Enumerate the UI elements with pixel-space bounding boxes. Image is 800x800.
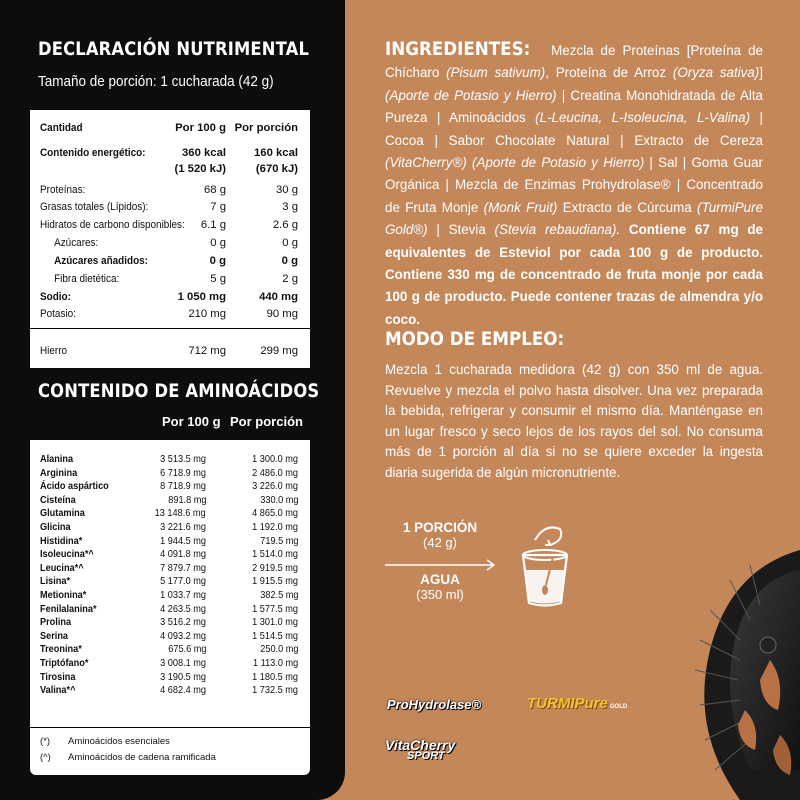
energy-row: Contenido energético: 360 kcal 160 kcal <box>40 147 298 159</box>
vitacherry-logo: VitaCherry SPORT <box>385 737 456 762</box>
amino-row: Glicina 3 221.6 mg 1 192.0 mg <box>40 522 298 533</box>
nutrition-panel <box>0 0 345 800</box>
usage-title: MODO DE EMPLEO: <box>385 328 565 350</box>
amino-title: CONTENIDO DE AMINOÁCIDOS <box>38 380 320 402</box>
nutrient-row: Azúcares añadidos: 0 g 0 g <box>54 255 298 267</box>
note-branched: (^) Aminoácidos de cadena ramificada <box>40 752 216 763</box>
amino-row: Isoleucina*^ 4 091.8 mg 1 514.0 mg <box>40 549 298 561</box>
ingredients-title: INGREDIENTES: <box>385 38 531 60</box>
nutrition-title: DECLARACIÓN NUTRIMENTAL <box>38 38 310 60</box>
feather-decoration-icon <box>650 510 800 800</box>
amino-row: Metionina* 1 033.7 mg 382.5 mg <box>40 590 298 601</box>
usage-text: Mezcla 1 cucharada medidora (42 g) con 350 ml de agua. Revuelve y mezcla el polvo hasta disolver. Una vez preparada la bebida, refrigerar y consumir el mismo día. Manténgase en un lugar fresco y seco lejos de los rayos del sol. No consuma más de 1 porción al día si no se quiere exceder la ingesta diaria sugerida de algún micronutriente. <box>385 362 763 480</box>
amino-row: Serina 4 093.2 mg 1 514.5 mg <box>40 630 298 642</box>
amino-row: Fenilalanina* 4 263.5 mg 1 577.5 mg <box>40 603 298 615</box>
nutrient-row: Azúcares: 0 g 0 g <box>54 237 298 249</box>
nutrient-row: Grasas totales (Lípidos): 7 g 3 g <box>40 201 298 213</box>
nutrient-row: Hierro 712 mg 299 mg <box>40 345 298 357</box>
serving-size: Tamaño de porción: 1 cucharada (42 g) <box>38 73 274 90</box>
divider <box>30 727 310 728</box>
nutrient-row: Sodio: 1 050 mg 440 mg <box>40 291 298 303</box>
turmipure-logo: TURMIPure GOLD <box>527 695 628 712</box>
amino-table <box>30 440 310 725</box>
amino-row: Prolina 3 516.2 mg 1 301.0 mg <box>40 617 298 629</box>
dose-portion: 1 PORCIÓN (42 g) <box>402 520 478 550</box>
ingredients-text: INGREDIENTES: Mezcla de Proteínas [Proteína de Chícharo (Pisum sativum), Proteína de Arroz (Oryza sativa)] (Aporte de Potasio y Hierro) | Creatina Monohidratada de Alta Pureza | Aminoácidos (L-Leucina, L-Isoleucina, L-Valina) | Cocoa | Sabor Chocolate Natural | Extracto de Cereza (VitaCherry®) (Aporte de Potasio y Hierro) | Sal | Goma Guar Orgánica | Mezcla de Enzimas Prohydrolase® | Concentrado de Fruta Monje (Monk Fruit) Extracto de Cúrcuma (TurmiPure Gold®) | Stevia (Stevia rebaudiana). Contiene 67 mg de equivalentes de Esteviol por cada 100 g de producto. Contiene 330 mg de concentrado de fruta monje por cada 100 g de producto. Puede contener trazas de almendra y/o coco. <box>385 38 764 327</box>
divider <box>30 328 310 329</box>
amino-row: Triptófano* 3 008.1 mg 1 113.0 mg <box>40 658 298 669</box>
amino-row: Valina*^ 4 682.4 mg 1 732.5 mg <box>40 685 298 697</box>
dose-water: AGUA (350 ml) <box>416 572 464 602</box>
amino-row: Tirosina 3 190.5 mg 1 180.5 mg <box>40 671 298 683</box>
amino-row: Cisteína 891.8 mg 330.0 mg <box>40 494 298 506</box>
nutrient-row: Potasio: 210 mg 90 mg <box>40 308 298 320</box>
glass-scoop-icon <box>515 515 575 610</box>
amino-notes <box>30 725 310 775</box>
amino-row: Treonina* 675.6 mg 250.0 mg <box>40 644 298 656</box>
nutrient-row: Proteínas: 68 g 30 g <box>40 184 298 196</box>
amino-row: Leucina*^ 7 879.7 mg 2 919.5 mg <box>40 562 298 574</box>
energy-kj-row: (1 520 kJ) (670 kJ) <box>174 163 298 175</box>
nutrient-row: Hidratos de carbono disponibles: 6.1 g 2.6 g <box>40 219 298 231</box>
nutrition-table <box>30 110 310 368</box>
amino-col-serving: Por porción <box>230 414 303 429</box>
note-essential: (*) Aminoácidos esenciales <box>40 736 170 747</box>
amino-row: Arginina 6 718.9 mg 2 486.0 mg <box>40 467 298 479</box>
nutrient-row: Fibra dietética: 5 g 2 g <box>54 273 298 285</box>
amino-row: Histidina* 1 944.5 mg 719.5 mg <box>40 535 298 547</box>
amino-row: Alanina 3 513.5 mg 1 300.0 mg <box>40 454 298 465</box>
amino-row: Lisina* 5 177.0 mg 1 915.5 mg <box>40 576 298 588</box>
amino-row: Glutamina 13 148.6 mg 4 865.0 mg <box>40 508 298 520</box>
amino-col-per100: Por 100 g <box>162 414 221 429</box>
prohydrolase-logo: ProHydrolase® <box>387 697 482 712</box>
amino-row: Ácido aspártico 8 718.9 mg 3 226.0 mg <box>40 481 298 493</box>
table-header: Cantidad Por 100 g Por porción <box>40 122 298 134</box>
